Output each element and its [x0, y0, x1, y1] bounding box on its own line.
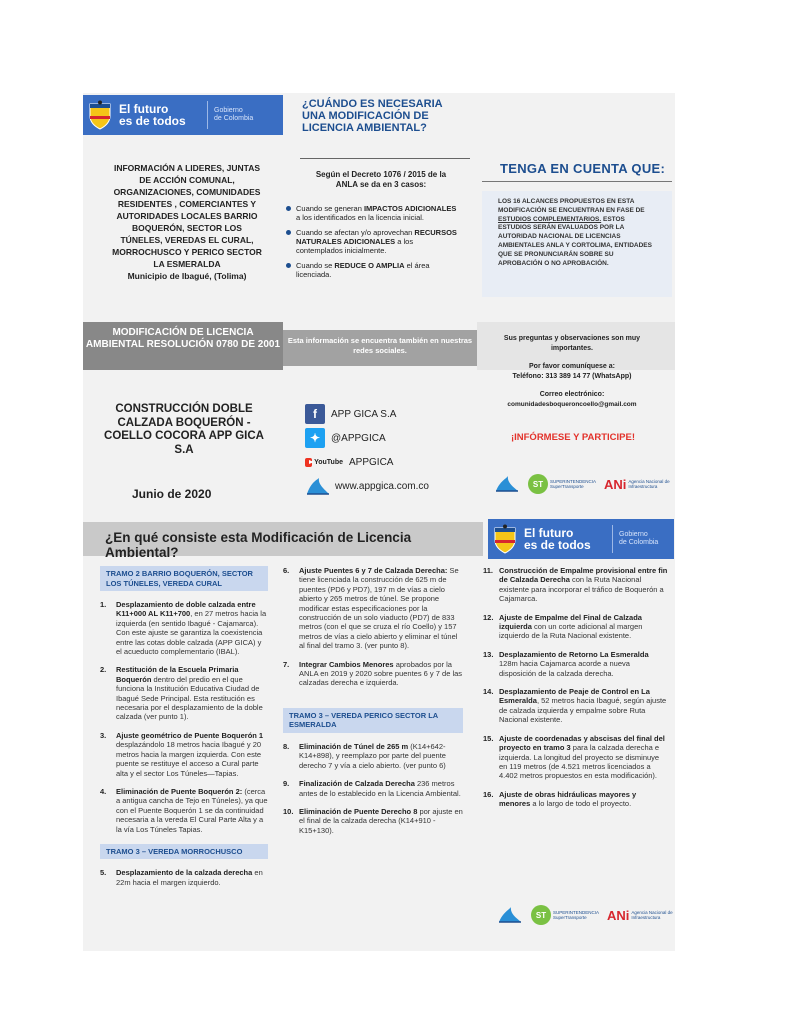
- list-item: Cuando se generan IMPACTOS ADICIONALES a los identificados en la licencia inicial.: [286, 204, 458, 222]
- tramo-header: TRAMO 3 – VEREDA PERICO SECTOR LA ESMERALDA: [283, 708, 463, 733]
- banner-gov: Gobierno de Colombia: [214, 107, 254, 122]
- supertransporte-logo: ST SUPERINTENDENCIA SuperTransporte: [531, 905, 599, 925]
- website-link[interactable]: www.appgica.com.co: [305, 474, 429, 498]
- cases-list: [286, 204, 458, 285]
- list-item: 7. Integrar Cambios Menores aprobados por la ANLA en 2019 y 2020 sobre puentes 6 y 7 de las calzadas derecha e izquierda.: [283, 659, 463, 688]
- list-item: Cuando se REDUCE O AMPLIA el área licenciada.: [286, 261, 458, 279]
- email-link[interactable]: comunidadesboqueroncoello@gmail.com: [507, 401, 637, 408]
- bullet-icon: [286, 230, 291, 235]
- audience-info: INFORMACIÓN A LIDERES, JUNTAS DE ACCIÓN COMUNAL, ORGANIZACIONES, COMUNIDADES RESIDENTES , COMERCIANTES Y AUTORIDADES LOCALES BARRIO BOQUERÓN, SECTOR LOS TÚNELES, VEREDAS EL CURAL, MORROCHUSCO Y PERICO SECTOR LA ESMERALDA Municipio de Ibagué, (Tolima): [110, 162, 264, 282]
- banner-gov: Gobierno de Colombia: [619, 531, 659, 546]
- gica-logo-icon: [305, 476, 331, 496]
- banner-slogan: El futuro es de todos: [119, 102, 186, 128]
- list-item: 6. Ajuste Puentes 6 y 7 de Calzada Derecha: Se tiene licenciada la construcción de 625 m de puentes (PD6 y PD7), 197 m de vías a cielo abierto y 265 metros de túnel. Se propone modificar estas especificaciones por la construcción de un solo viaducto (PD7) de 833 metros (con el que se cruza el río Coello) y 157 metros de vías a cielo abierto y eliminar el túnel al final del tramo 3. (ver punto 8).: [283, 566, 459, 651]
- gica-logo-icon: [494, 475, 520, 493]
- tramo-header: TRAMO 2 BARRIO BOQUERÓN, SECTOR LOS TÚNELES, VEREDA CURAL: [100, 566, 268, 591]
- banner-divider: [612, 525, 613, 553]
- ani-logo: ANi Agencia Nacional de Infraestructura: [607, 907, 673, 923]
- contact-info: Sus preguntas y observaciones son muy importantes. Por favor comuníquese a: Teléfono: 313 389 14 77 (WhatsApp) Correo electrónico: comunidadesboqueroncoello@gmail.com: [488, 334, 656, 410]
- banner-slogan: El futuro es de todos: [524, 526, 591, 552]
- supertransporte-logo: ST SUPERINTENDENCIA SuperTransporte: [528, 474, 596, 494]
- list-item: 5. Desplazamiento de la calzada derecha en 22m hacia el margen izquierdo.: [100, 868, 263, 887]
- list-item: 9. Finalización de Calzada Derecha 236 metros antes de lo establecido en la Licencia Ambiental.: [283, 779, 461, 798]
- list-item: 4. Eliminación de Puente Boquerón 2: (cerca a antigua cancha de Tejo en Túneles), ya que con el Puente Boquerón 1 se da continuidad necesaria a la vereda El Cural Parte Alta y a la vía Los Túneles Tapias.: [100, 786, 268, 834]
- youtube-icon: YouTube: [305, 452, 343, 472]
- section-title: ¿En qué consiste esta Modificación de Licencia Ambiental?: [83, 522, 483, 556]
- column-right: [483, 566, 669, 809]
- divider: [482, 181, 672, 182]
- ani-logo: ANi Agencia Nacional de Infraestructura: [604, 476, 670, 492]
- gov-banner-mid: [488, 519, 674, 559]
- twitter-link[interactable]: ✦ @APPGICA: [305, 426, 429, 450]
- tenga-notice: LOS 16 ALCANCES PROPUESTOS EN ESTA MODIFICACIÓN SE ENCUENTRAN EN FASE DE ESTUDIOS COMPLEMENTARIOS. ESTOS ESTUDIOS SERÁN EVALUADOS POR LA AUTORIDAD NACIONAL DE LICENCIAS AMBIENTALES ANLA Y CORTOLIMA, ENTIDADES QUE SE PRONUNCIARÁN SOBRE SU APROBACIÓN O NO APROBACIÓN.: [482, 191, 672, 297]
- st-logo-icon: ST: [528, 474, 548, 494]
- tramo-header: TRAMO 3 – VEREDA MORROCHUSCO: [100, 844, 268, 860]
- list-item: 11. Construcción de Empalme provisional entre fin de Calzada Derecha con la Ruta Nacional existente para incorporar el tráfico de Boquerón a Cajamarca.: [483, 566, 668, 604]
- gica-logo-icon: [497, 906, 523, 924]
- list-item: Cuando se afectan y/o aprovechan RECURSOS NATURALES ADICIONALES a los contemplados inicialmente.: [286, 228, 458, 255]
- question-title: ¿CUÁNDO ES NECESARIA UNA MODIFICACIÓN DE LICENCIA AMBIENTAL?: [302, 98, 443, 134]
- list-item: 13. Desplazamiento de Retorno La Esmeralda 128m hacia Cajamarca acorde a nueva disposición de la calzada derecha.: [483, 649, 649, 678]
- call-to-action: ¡INFÓRMESE Y PARTICIPE!: [510, 432, 636, 443]
- colombia-coat-of-arms-icon: [87, 100, 113, 130]
- youtube-link[interactable]: YouTube APPGICA: [305, 450, 429, 474]
- list-item: 16. Ajuste de obras hidráulicas mayores y menores a lo largo de todo el proyecto.: [483, 789, 637, 809]
- list-item: 10. Eliminación de Puente Derecho 8 por ajuste en el final de la calzada derecha (K14+910 - K15+130).: [283, 806, 463, 835]
- bullet-icon: [286, 206, 291, 211]
- municipio: Municipio de Ibagué, (Tolima): [127, 271, 247, 281]
- st-logo-icon: ST: [531, 905, 551, 925]
- divider: [300, 158, 470, 159]
- facebook-icon: f: [305, 404, 325, 424]
- facebook-link[interactable]: f APP GICA S.A: [305, 402, 429, 426]
- decreto-text: Según el Decreto 1076 / 2015 de la ANLA se da en 3 casos:: [315, 170, 447, 189]
- partner-logos: [497, 905, 681, 925]
- tenga-title: TENGA EN CUENTA QUE:: [500, 161, 666, 176]
- phone: Teléfono: 313 389 14 77 (WhatsApp): [512, 373, 632, 380]
- partner-logos: [494, 474, 678, 494]
- list-item: 2. Restitución de la Escuela Primaria Boquerón dentro del predio en el que funciona la Institución Educativa Ciudad de Ibagué Sede Principal. Esta restitución es necesaria por el desplazamiento de la doble calzada (ver punto 1).: [100, 665, 263, 722]
- column-middle: [283, 566, 463, 835]
- list-item: 14. Desplazamiento de Peaje de Control en La Esmeralda, 52 metros hacia Ibagué, según ajuste de calzada izquierda y empalme sobre Ruta Nacional existente.: [483, 687, 667, 725]
- social-band: Esta información se encuentra también en nuestras redes sociales.: [283, 330, 477, 366]
- gov-banner-top: [83, 95, 283, 135]
- bullet-icon: [286, 263, 291, 268]
- list-item: 15. Ajuste de coordenadas y abscisas del final del proyecto en tramo 3 para la calzada derecha e izquierda. La longitud del proyecto se disminuye en 119 metros (de 4.521 metros licenciados a 4.402 metros propuestos en esta modificación).: [483, 733, 665, 781]
- column-tramo-2: [100, 566, 268, 887]
- twitter-icon: ✦: [305, 428, 325, 448]
- list-item: 8. Eliminación de Túnel de 265 m (K14+642- K14+898), y reemplazo por parte del puente derecho 7 y vía a cielo abierto. (ver punto 6): [283, 741, 446, 770]
- license-band: MODIFICACIÓN DE LICENCIA AMBIENTAL RESOLUCIÓN 0780 DE 2001: [83, 322, 283, 370]
- project-date: Junio de 2020: [132, 487, 212, 501]
- banner-divider: [207, 101, 208, 129]
- list-item: 12. Ajuste de Empalme del Final de Calzada izquierda con un corte adicional al margen izquierdo de la Ruta Nacional existente.: [483, 612, 643, 641]
- colombia-coat-of-arms-icon: [492, 524, 518, 554]
- list-item: 1. Desplazamiento de doble calzada entre K11+000 AL K11+700, en 27 metros hacia la izquierda (en sentido Ibagué - Cajamarca). Con este ajuste se garantiza la coexistencia entre las cotas doble calzada (APP GICA) y el acueducto complementario (IBAL).: [100, 600, 267, 657]
- list-item: 3. Ajuste geométrico de Puente Boquerón 1 desplazándolo 18 metros hacia Ibagué y 20 metros hacia la margen izquierda. Con este puente se restituye el acceso a Cural parte alta y el sector Los Túneles—Tapias.: [100, 730, 264, 778]
- project-title: CONSTRUCCIÓN DOBLE CALZADA BOQUERÓN - COELLO COCORA APP GICA S.A: [104, 403, 264, 456]
- social-links: [305, 402, 429, 498]
